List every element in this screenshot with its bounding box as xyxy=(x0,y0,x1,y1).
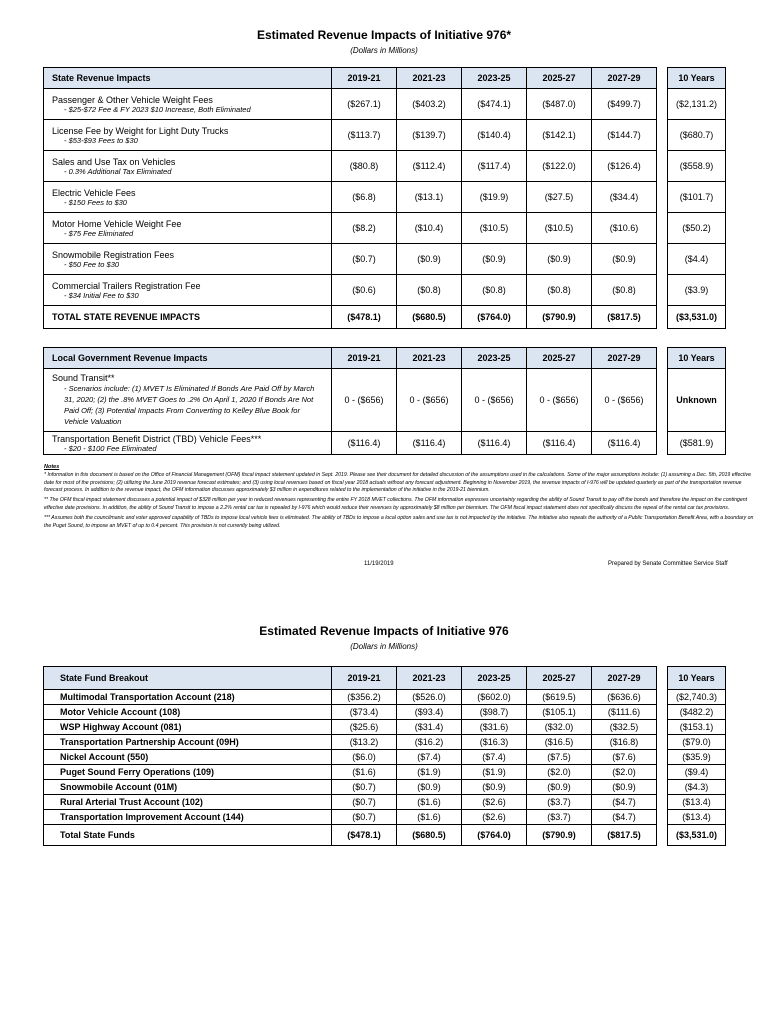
ten-year-total: ($13.4) xyxy=(668,795,726,810)
column-gap xyxy=(657,275,668,306)
value-cell: ($16.8) xyxy=(592,735,657,750)
value-cell: ($6.8) xyxy=(332,182,397,213)
value-cell: ($0.7) xyxy=(332,244,397,275)
column-gap xyxy=(657,825,668,846)
column-gap xyxy=(657,244,668,275)
prepared-by: Prepared by Senate Committee Service Staff xyxy=(608,561,728,567)
year-header: 2023-25 xyxy=(462,348,527,369)
row-name: License Fee by Weight for Light Duty Trucks xyxy=(52,125,229,136)
report-subtitle: (Dollars in Millions) xyxy=(350,46,418,55)
value-cell: 0 - ($656) xyxy=(592,369,657,432)
column-gap xyxy=(657,690,668,705)
table-row xyxy=(44,810,726,825)
local-table-header: Local Government Revenue Impacts xyxy=(44,348,332,369)
value-cell: ($139.7) xyxy=(397,120,462,151)
row-label: Multimodal Transportation Account (218) xyxy=(44,690,332,705)
row-name: Sales and Use Tax on Vehicles xyxy=(52,156,176,167)
value-cell: ($0.9) xyxy=(397,244,462,275)
year-header: 2019-21 xyxy=(332,348,397,369)
value-cell: ($790.9) xyxy=(527,306,592,329)
value-cell: ($80.8) xyxy=(332,151,397,182)
value-cell: ($122.0) xyxy=(527,151,592,182)
year-header: 2025-27 xyxy=(527,667,592,690)
value-cell: ($0.7) xyxy=(332,780,397,795)
value-cell: ($0.8) xyxy=(527,275,592,306)
column-gap xyxy=(657,720,668,735)
note-3: *** Assumes both the councilmanic and voter approved capability of TBDs to impose local vehicle fees is eliminated. The ability of TBDs to impose a local option sales and use tax is not impacted by the initiative. The initiative also repeals the authority of a Public Transportation Benefit Area, with a boundary on the Puget Sound, to impose an MVET of up to 0.4 percent. This provision is not currently being utilized. xyxy=(44,514,754,529)
value-cell: ($8.2) xyxy=(332,213,397,244)
value-cell: ($2.6) xyxy=(462,810,527,825)
table-row xyxy=(44,750,726,765)
ten-year-total: ($4.4) xyxy=(668,244,726,275)
year-header: 2021-23 xyxy=(397,68,462,89)
value-cell: ($356.2) xyxy=(332,690,397,705)
value-cell: ($10.4) xyxy=(397,213,462,244)
note-2: ** The OFM fiscal impact statement discusses a potential impact of $328 million per year in reduced revenues representing the entire FY 2018 MVET collections. The OFM information expresses uncertainty regarding the ability of Sound Transit to pay off the bonds and therefore the impact on the contingent effective date provisions. In addition, the ability of Sound Transit to impose a 2.2% rental car tax is repealed by I-976 which would reduce their revenues by approximately $8 million per biennium. The OFM fiscal impact statement does not specifically discuss the repeal of the rental car tax provisions. xyxy=(44,497,748,511)
table-row xyxy=(44,780,726,795)
row-label xyxy=(44,151,332,182)
value-cell: ($10.6) xyxy=(592,213,657,244)
year-header: 2019-21 xyxy=(332,68,397,89)
value-cell: ($142.1) xyxy=(527,120,592,151)
ten-year-total: ($581.9) xyxy=(668,432,726,455)
value-cell: 0 - ($656) xyxy=(397,369,462,432)
ten-year-total: ($153.1) xyxy=(668,720,726,735)
table-row xyxy=(44,369,726,432)
row-name: Passenger & Other Vehicle Weight Fees xyxy=(52,94,213,105)
ten-year-total: Unknown xyxy=(668,369,726,432)
value-cell: ($112.4) xyxy=(397,151,462,182)
value-cell: 0 - ($656) xyxy=(527,369,592,432)
ten-year-total: ($482.2) xyxy=(668,705,726,720)
value-cell: ($0.9) xyxy=(462,244,527,275)
value-cell: ($1.6) xyxy=(332,765,397,780)
table-row xyxy=(44,765,726,780)
ten-year-total: ($3,531.0) xyxy=(668,825,726,846)
year-header: 2019-21 xyxy=(332,667,397,690)
value-cell: ($2.6) xyxy=(462,795,527,810)
row-name: Sound Transit** xyxy=(52,373,115,383)
year-header: 2021-23 xyxy=(397,348,462,369)
ten-years-header: 10 Years xyxy=(668,68,726,89)
row-sub: - 0.3% Additional Tax Eliminated xyxy=(64,166,172,176)
value-cell: ($680.5) xyxy=(397,825,462,846)
value-cell: ($790.9) xyxy=(527,825,592,846)
value-cell: ($478.1) xyxy=(332,825,397,846)
value-cell: ($105.1) xyxy=(527,705,592,720)
value-cell: ($10.5) xyxy=(462,213,527,244)
value-cell: ($0.9) xyxy=(592,244,657,275)
ten-year-total: ($35.9) xyxy=(668,750,726,765)
ten-year-total: ($4.3) xyxy=(668,780,726,795)
row-sub: - Scenarios include: (1) MVET Is Eliminated If Bonds Are Paid Off by March 31, 2020; (2) the .8% MVET Goes to .2% On April 1, 2020 If Bonds Are Not Paid Off; (3) Potential Impacts From Converting to Kelley Blue Book for Vehicle Valuation xyxy=(64,384,315,426)
row-label: Snowmobile Account (01M) xyxy=(44,780,332,795)
table-row xyxy=(44,213,726,244)
year-header: 2021-23 xyxy=(397,667,462,690)
column-gap xyxy=(657,780,668,795)
value-cell: ($602.0) xyxy=(462,690,527,705)
table-row xyxy=(44,735,726,750)
value-cell: ($487.0) xyxy=(527,89,592,120)
ten-year-total: ($101.7) xyxy=(668,182,726,213)
row-label xyxy=(44,182,332,213)
table-row xyxy=(44,151,726,182)
value-cell: ($27.5) xyxy=(527,182,592,213)
row-label: Puget Sound Ferry Operations (109) xyxy=(44,765,332,780)
value-cell: ($4.7) xyxy=(592,795,657,810)
value-cell: ($817.5) xyxy=(592,306,657,329)
ten-year-total: ($2,740.3) xyxy=(668,690,726,705)
ten-year-total: ($9.4) xyxy=(668,765,726,780)
value-cell: ($1.6) xyxy=(397,810,462,825)
ten-years-header: 10 Years xyxy=(668,667,726,690)
row-label xyxy=(44,432,332,455)
value-cell: ($116.4) xyxy=(527,432,592,455)
row-label: WSP Highway Account (081) xyxy=(44,720,332,735)
value-cell: ($2.0) xyxy=(592,765,657,780)
row-label xyxy=(44,89,332,120)
value-cell: ($32.0) xyxy=(527,720,592,735)
value-cell: ($7.4) xyxy=(462,750,527,765)
value-cell: ($31.6) xyxy=(462,720,527,735)
row-label: Rural Arterial Trust Account (102) xyxy=(44,795,332,810)
row-label: TOTAL STATE REVENUE IMPACTS xyxy=(44,306,332,329)
value-cell: ($6.0) xyxy=(332,750,397,765)
value-cell: ($0.8) xyxy=(462,275,527,306)
value-cell: ($73.4) xyxy=(332,705,397,720)
ten-year-total: ($3.9) xyxy=(668,275,726,306)
row-sub: - $150 Fees to $30 xyxy=(64,197,127,207)
value-cell: ($10.5) xyxy=(527,213,592,244)
value-cell: ($0.9) xyxy=(527,244,592,275)
year-header: 2027-29 xyxy=(592,68,657,89)
value-cell: ($680.5) xyxy=(397,306,462,329)
year-header: 2027-29 xyxy=(592,667,657,690)
row-label xyxy=(44,120,332,151)
value-cell: 0 - ($656) xyxy=(332,369,397,432)
table-row xyxy=(44,795,726,810)
row-label: Nickel Account (550) xyxy=(44,750,332,765)
value-cell: ($98.7) xyxy=(462,705,527,720)
value-cell: ($619.5) xyxy=(527,690,592,705)
table-row xyxy=(44,720,726,735)
value-cell: ($4.7) xyxy=(592,810,657,825)
column-gap xyxy=(657,89,668,120)
value-cell: ($7.5) xyxy=(527,750,592,765)
year-header: 2025-27 xyxy=(527,68,592,89)
row-sub: - $25-$72 Fee & FY 2023 $10 Increase, Both Eliminated xyxy=(64,104,251,114)
value-cell: ($3.7) xyxy=(527,810,592,825)
column-gap xyxy=(657,810,668,825)
value-cell: ($116.4) xyxy=(592,432,657,455)
column-gap xyxy=(657,68,668,89)
value-cell: ($764.0) xyxy=(462,825,527,846)
row-name: Electric Vehicle Fees xyxy=(52,187,136,198)
table-row xyxy=(44,89,726,120)
value-cell: ($0.9) xyxy=(527,780,592,795)
fund-breakout-table xyxy=(43,666,726,846)
row-label xyxy=(44,275,332,306)
ten-year-total: ($2,131.2) xyxy=(668,89,726,120)
value-cell: ($116.4) xyxy=(332,432,397,455)
value-cell: ($140.4) xyxy=(462,120,527,151)
column-gap xyxy=(657,182,668,213)
state-table-header: State Revenue Impacts xyxy=(44,68,332,89)
value-cell: ($817.5) xyxy=(592,825,657,846)
value-cell: ($0.9) xyxy=(462,780,527,795)
value-cell: ($267.1) xyxy=(332,89,397,120)
table-row xyxy=(44,432,726,455)
column-gap xyxy=(657,432,668,455)
year-header: 2025-27 xyxy=(527,348,592,369)
notes-heading: Notes xyxy=(44,464,60,470)
note-1: * Information in this document is based on the Office of Financial Management (OFM) fiscal impact statement updated in Sept. 2019. Please see their document for detailed discussion of the assumptions used in the calculations. Some of the major assumptions include: (1) assuming a Dec. 5th, 2019 effective date for most of the provisions; (2) utilizing the June 2019 revenue forecast estimates; and (3) using local revenues based on fiscal year 2018 actuals without any forecast adjustment. Beginning in November 2019, the revenue impacts of I-976 will be updated quarterly as part of the transportation revenue forecast process. In addition to the revenue impact, the OFM information discusses approximately $3 million in expenditures related to the implementation of the initiative in the 2019-21 biennium. xyxy=(44,471,752,494)
value-cell: ($126.4) xyxy=(592,151,657,182)
report-title: Estimated Revenue Impacts of Initiative 976* xyxy=(256,28,512,42)
value-cell: ($16.5) xyxy=(527,735,592,750)
column-gap xyxy=(657,120,668,151)
report-date: 11/19/2019 xyxy=(364,561,394,567)
value-cell: ($144.7) xyxy=(592,120,657,151)
value-cell: ($93.4) xyxy=(397,705,462,720)
column-gap xyxy=(657,348,668,369)
row-label xyxy=(44,369,332,432)
column-gap xyxy=(657,369,668,432)
table-row xyxy=(44,690,726,705)
column-gap xyxy=(657,306,668,329)
value-cell: ($34.4) xyxy=(592,182,657,213)
value-cell: ($31.4) xyxy=(397,720,462,735)
row-name: Snowmobile Registration Fees xyxy=(52,249,175,260)
value-cell: ($764.0) xyxy=(462,306,527,329)
value-cell: ($111.6) xyxy=(592,705,657,720)
year-header: 2027-29 xyxy=(592,348,657,369)
value-cell: ($403.2) xyxy=(397,89,462,120)
value-cell: ($19.9) xyxy=(462,182,527,213)
value-cell: ($117.4) xyxy=(462,151,527,182)
table-row xyxy=(44,705,726,720)
value-cell: ($474.1) xyxy=(462,89,527,120)
row-name: Motor Home Vehicle Weight Fee xyxy=(52,218,182,229)
column-gap xyxy=(657,795,668,810)
ten-year-total: ($3,531.0) xyxy=(668,306,726,329)
value-cell: ($16.2) xyxy=(397,735,462,750)
value-cell: ($16.3) xyxy=(462,735,527,750)
table-row xyxy=(44,275,726,306)
ten-years-header: 10 Years xyxy=(668,348,726,369)
row-label: Transportation Improvement Account (144) xyxy=(44,810,332,825)
column-gap xyxy=(657,667,668,690)
value-cell: ($1.9) xyxy=(397,765,462,780)
table-row xyxy=(44,120,726,151)
fund-table-header: State Fund Breakout xyxy=(44,667,332,690)
row-label: Motor Vehicle Account (108) xyxy=(44,705,332,720)
value-cell: ($0.8) xyxy=(592,275,657,306)
local-revenue-table xyxy=(43,347,726,455)
row-sub: - $50 Fee to $30 xyxy=(64,259,120,269)
table-row xyxy=(44,244,726,275)
value-cell: ($0.8) xyxy=(397,275,462,306)
row-label: Transportation Partnership Account (09H) xyxy=(44,735,332,750)
value-cell: ($478.1) xyxy=(332,306,397,329)
ten-year-total: ($79.0) xyxy=(668,735,726,750)
row-sub: - $53-$93 Fees to $30 xyxy=(64,135,138,145)
column-gap xyxy=(657,705,668,720)
year-header: 2023-25 xyxy=(462,667,527,690)
ten-year-total: ($13.4) xyxy=(668,810,726,825)
value-cell: ($499.7) xyxy=(592,89,657,120)
value-cell: ($13.2) xyxy=(332,735,397,750)
value-cell: ($3.7) xyxy=(527,795,592,810)
year-header: 2023-25 xyxy=(462,68,527,89)
value-cell: ($116.4) xyxy=(462,432,527,455)
row-label: Total State Funds xyxy=(44,825,332,846)
value-cell: ($25.6) xyxy=(332,720,397,735)
column-gap xyxy=(657,765,668,780)
value-cell: ($0.6) xyxy=(332,275,397,306)
value-cell: ($526.0) xyxy=(397,690,462,705)
row-name: Commercial Trailers Registration Fee xyxy=(52,280,201,291)
value-cell: 0 - ($656) xyxy=(462,369,527,432)
value-cell: ($113.7) xyxy=(332,120,397,151)
value-cell: ($0.7) xyxy=(332,810,397,825)
value-cell: ($2.0) xyxy=(527,765,592,780)
column-gap xyxy=(657,213,668,244)
value-cell: ($636.6) xyxy=(592,690,657,705)
value-cell: ($13.1) xyxy=(397,182,462,213)
value-cell: ($0.9) xyxy=(592,780,657,795)
row-sub: - $34 Initial Fee to $30 xyxy=(64,290,139,300)
value-cell: ($1.9) xyxy=(462,765,527,780)
total-row xyxy=(44,825,726,846)
value-cell: ($116.4) xyxy=(397,432,462,455)
notes-section xyxy=(44,464,756,532)
ten-year-total: ($680.7) xyxy=(668,120,726,151)
report2-subtitle: (Dollars in Millions) xyxy=(350,642,418,651)
state-revenue-table xyxy=(43,67,726,329)
value-cell: ($0.9) xyxy=(397,780,462,795)
column-gap xyxy=(657,151,668,182)
value-cell: ($0.7) xyxy=(332,795,397,810)
value-cell: ($7.4) xyxy=(397,750,462,765)
value-cell: ($1.6) xyxy=(397,795,462,810)
column-gap xyxy=(657,735,668,750)
total-row xyxy=(44,306,726,329)
table-row xyxy=(44,182,726,213)
value-cell: ($7.6) xyxy=(592,750,657,765)
value-cell: ($32.5) xyxy=(592,720,657,735)
row-sub: - $20 - $100 Fee Eliminated xyxy=(64,443,157,453)
ten-year-total: ($50.2) xyxy=(668,213,726,244)
column-gap xyxy=(657,750,668,765)
ten-year-total: ($558.9) xyxy=(668,151,726,182)
report2-title: Estimated Revenue Impacts of Initiative 976 xyxy=(259,624,509,638)
row-sub: - $75 Fee Eliminated xyxy=(64,228,134,238)
row-name: Transportation Benefit District (TBD) Vehicle Fees*** xyxy=(52,433,262,444)
row-label xyxy=(44,244,332,275)
row-label xyxy=(44,213,332,244)
